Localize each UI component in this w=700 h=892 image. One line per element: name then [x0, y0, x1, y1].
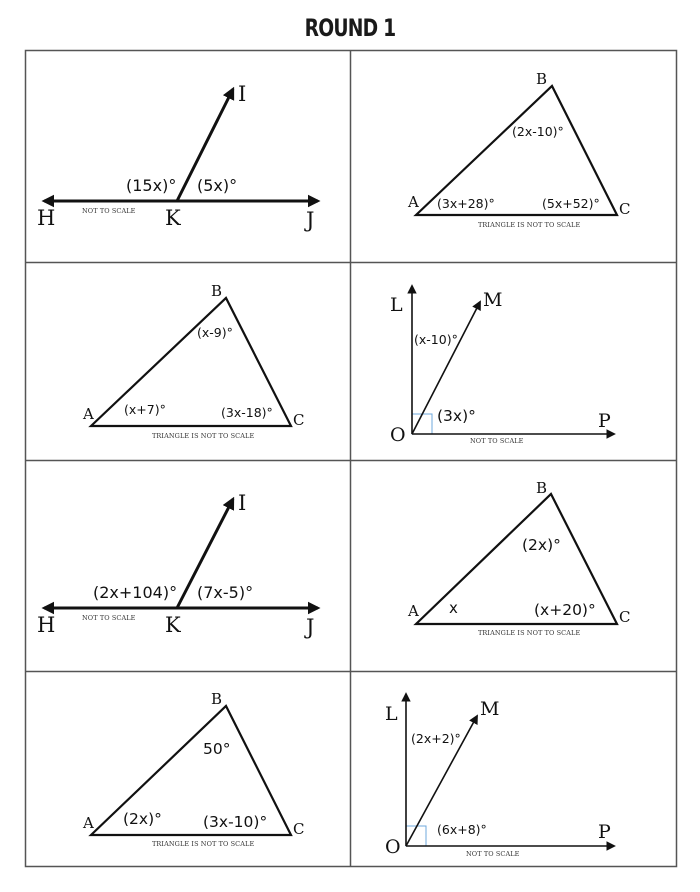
- angle-a: (x+7)°: [124, 402, 166, 417]
- point-label-c: C: [619, 200, 631, 218]
- problem-cell-1: [37, 82, 318, 232]
- point-label-i: I: [238, 82, 247, 106]
- angle-b: (x-9)°: [197, 325, 233, 340]
- problem-cell-4: [390, 286, 614, 446]
- problem-cell-5: [37, 491, 318, 639]
- triangle-not-to-scale-note: TRIANGLE IS NOT TO SCALE: [478, 221, 581, 229]
- not-to-scale-note: NOT TO SCALE: [82, 207, 136, 215]
- angle-c: (3x-10)°: [203, 813, 268, 831]
- point-label-b: B: [211, 690, 223, 708]
- angle-a: (3x+28)°: [437, 196, 495, 211]
- point-label-p: P: [598, 821, 611, 843]
- point-label-c: C: [293, 820, 305, 838]
- problem-cell-6: [407, 479, 630, 637]
- angle-left: (2x+104)°: [93, 583, 178, 602]
- angle-right: (7x-5)°: [197, 583, 254, 602]
- point-label-j: J: [306, 615, 315, 639]
- angle-a: (2x)°: [123, 810, 162, 828]
- angle-c: (5x+52)°: [542, 196, 600, 211]
- point-label-c: C: [619, 608, 631, 626]
- point-label-l: L: [390, 294, 403, 316]
- point-label-k: K: [165, 613, 181, 637]
- triangle-not-to-scale-note: TRIANGLE IS NOT TO SCALE: [478, 629, 581, 637]
- point-label-b: B: [211, 282, 223, 300]
- not-to-scale-note: NOT TO SCALE: [82, 614, 136, 622]
- point-label-b: B: [536, 479, 548, 497]
- angle-upper: (2x+2)°: [411, 731, 461, 746]
- problem-cell-2: [407, 70, 630, 229]
- angle-left: (15x)°: [126, 176, 177, 195]
- angle-lower: (6x+8)°: [437, 822, 487, 837]
- angle-c: (x+20)°: [534, 601, 596, 619]
- angle-c: (3x-18)°: [221, 405, 273, 420]
- point-label-a: A: [408, 193, 419, 211]
- point-label-o: O: [385, 836, 401, 858]
- point-label-k: K: [165, 206, 181, 230]
- point-label-a: A: [83, 405, 94, 423]
- point-label-m: M: [480, 698, 500, 720]
- problem-cell-7: [82, 690, 304, 848]
- point-label-b: B: [536, 70, 548, 88]
- point-label-a: A: [83, 814, 94, 832]
- point-label-o: O: [390, 424, 406, 446]
- triangle-not-to-scale-note: TRIANGLE IS NOT TO SCALE: [152, 840, 255, 848]
- right-angle-marker: [412, 414, 432, 434]
- not-to-scale-note: NOT TO SCALE: [466, 850, 520, 858]
- point-label-l: L: [385, 703, 398, 725]
- angle-b: 50°: [203, 740, 231, 758]
- point-label-i: I: [238, 491, 247, 515]
- point-label-h: H: [37, 206, 56, 230]
- angle-upper: (x-10)°: [414, 332, 458, 347]
- triangle-not-to-scale-note: TRIANGLE IS NOT TO SCALE: [152, 432, 255, 440]
- point-label-a: A: [408, 602, 419, 620]
- worksheet-title: ROUND 1: [304, 14, 396, 42]
- point-label-h: H: [37, 613, 56, 637]
- point-label-j: J: [306, 208, 315, 232]
- angle-lower: (3x)°: [437, 407, 476, 425]
- problem-cell-8: [385, 694, 614, 858]
- angle-right: (5x)°: [197, 176, 238, 195]
- angle-b: (2x-10)°: [512, 124, 564, 139]
- angle-a: x: [449, 599, 458, 617]
- problem-cell-3: [82, 282, 304, 440]
- point-label-p: P: [598, 410, 611, 432]
- angle-b: (2x)°: [522, 536, 561, 554]
- point-label-m: M: [483, 289, 503, 311]
- not-to-scale-note: NOT TO SCALE: [470, 437, 524, 445]
- grid-lines: [25, 50, 677, 867]
- point-label-c: C: [293, 411, 305, 429]
